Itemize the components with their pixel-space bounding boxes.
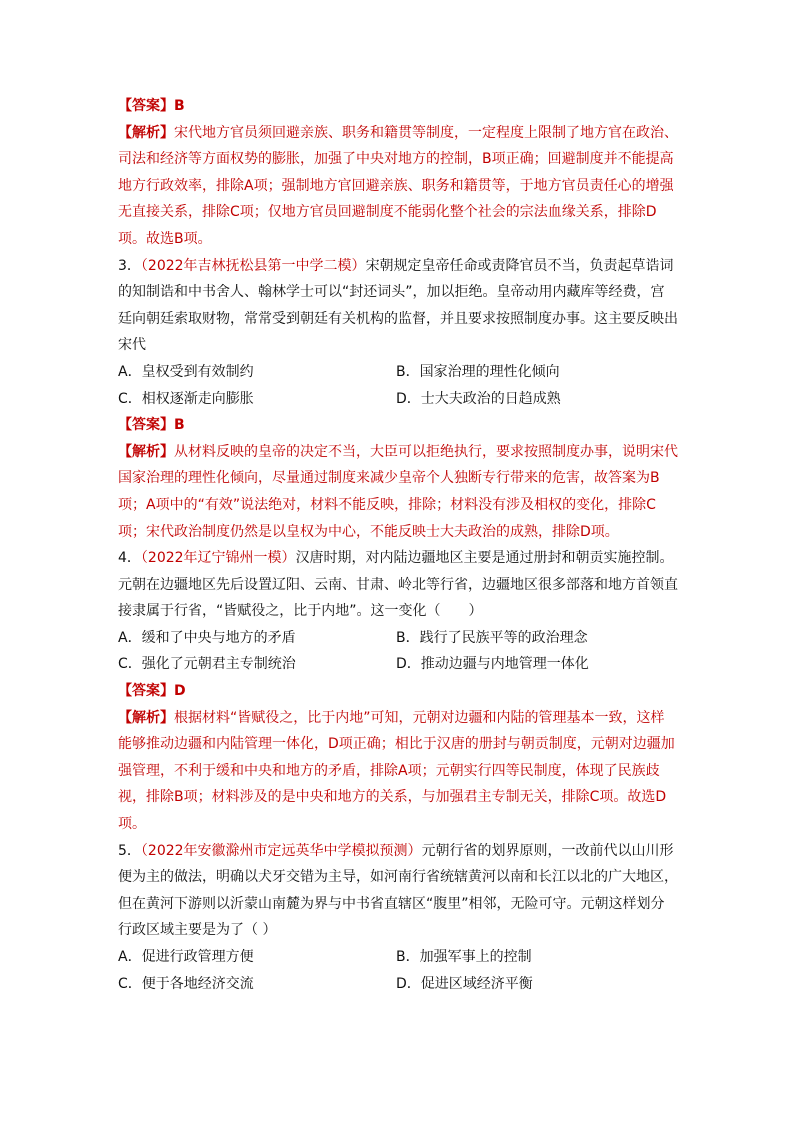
q3-options — [118, 359, 678, 412]
q3-option-a: A．皇权受到有效制约 — [118, 363, 254, 380]
q4-option-a: A．缓和了中央与地方的矛盾 — [118, 629, 296, 646]
q4-stem — [118, 545, 678, 625]
q2-answer-tag: 【答案】 — [118, 98, 174, 114]
q4-stem-text: 汉唐时期，对内陆边疆地区主要是通过册封和朝贡实施控制。元朝在边疆地区先后设置辽阳、云南、甘肃、岭北等行省，边疆地区很多部落和地方首领直接隶属于行省，“皆赋役之，比于内地”。这一变化（ ） — [118, 550, 678, 620]
q4-answer-tag: 【答案】 — [118, 683, 174, 700]
q3-stem-text: 宋朝规定皇帝任命或责降官员不当，负责起草诰词的知制诰和中书舍人、翰林学士可以“封还词头”，加以拒绝。皇帝动用内藏库等经费，宫廷向朝廷索取财物，常常受到朝廷有关机构的监督，并且要求按照制度办事。这主要反映出宋代 — [118, 257, 678, 354]
q3-number: 3． — [118, 257, 141, 274]
q3-analysis — [118, 439, 678, 545]
q2-analysis — [118, 120, 678, 253]
q5-stem — [118, 838, 678, 944]
q2-analysis-tag: 【解析】 — [118, 124, 174, 141]
q5-option-b: B．加强军事上的控制 — [396, 949, 532, 965]
q4-option-d: D．推动边疆与内地管理一体化 — [396, 656, 589, 673]
q2-analysis-text: 宋代地方官员须回避亲族、职务和籍贯等制度，一定程度上限制了地方官在政治、司法和经济等方面权势的膨胀，加强了中央对地方的控制，B项正确；回避制度并不能提高地方行政效率，排除A项；强制地方官回避亲族、职务和籍贯等，于地方官员责任心的增强无直接关系，排除C项；仅地方官员回避制度不能弱化整个社会的宗法血缘关系，排除D项。故选B项。 — [118, 124, 678, 247]
q3-stem — [118, 253, 678, 359]
q3-option-d: D．士大夫政治的日趋成熟 — [396, 390, 561, 407]
q3-option-b: B．国家治理的理性化倾向 — [396, 363, 560, 380]
q3-answer-tag: 【答案】 — [118, 417, 174, 434]
q5-stem-text: 元朝行省的划界原则，一改前代以山川形便为主的做法，明确以犬牙交错为主导，如河南行省统辖黄河以南和长江以北的广大地区，但在黄河下游则以沂蒙山南麓为界与中书省直辖区“腹里”相邻，无险可守。元朝这样划分行政区域主要是为了（ ） — [118, 842, 678, 939]
q4-options — [118, 625, 678, 678]
q5-option-d: D．促进区域经济平衡 — [396, 975, 533, 992]
q3-analysis-tag: 【解析】 — [118, 443, 174, 460]
q4-option-b: B．践行了民族平等的政治理念 — [396, 629, 588, 646]
q5-source: （2022年安徽滁州市定远英华中学模拟预测） — [140, 842, 422, 859]
q4-answer-value: D — [174, 683, 186, 700]
q5-option-c: C．便于各地经济交流 — [118, 975, 254, 992]
q4-option-c: C．强化了元朝君主专制统治 — [118, 656, 296, 673]
page-content — [118, 93, 678, 997]
q3-answer — [118, 412, 678, 439]
q4-analysis-tag: 【解析】 — [118, 709, 174, 726]
q4-answer — [118, 678, 678, 705]
q2-answer-value: B — [174, 98, 185, 114]
q5-options — [118, 944, 678, 997]
q4-number: 4． — [118, 550, 141, 567]
q3-answer-value: B — [174, 417, 185, 434]
q3-source: （2022年吉林抚松县第一中学二模） — [140, 257, 366, 274]
q5-number: 5． — [118, 842, 141, 859]
q3-analysis-text: 从材料反映的皇帝的决定不当，大臣可以拒绝执行，要求按照制度办事，说明宋代国家治理的理性化倾向，尽量通过制度来减少皇帝个人独断专行带来的危害，故答案为B项；A项中的“有效”说法绝对，材料不能反映，排除；材料没有涉及相权的变化，排除C项；宋代政治制度仍然是以皇权为中心，不能反映士大夫政治的成熟，排除D项。 — [118, 443, 678, 540]
q3-option-c: C．相权逐渐走向膨胀 — [118, 390, 254, 407]
q5-option-a: A．促进行政管理方便 — [118, 949, 254, 965]
q4-source: （2022年辽宁锦州一模） — [140, 550, 296, 567]
q4-analysis-text: 根据材料“皆赋役之，比于内地”可知，元朝对边疆和内陆的管理基本一致，这样能够推动边疆和内陆管理一体化，D项正确；相比于汉唐的册封与朝贡制度，元朝对边疆加强管理，不利于缓和中央和地方的矛盾，排除A项；元朝实行四等民制度，体现了民族歧视，排除B项；材料涉及的是中央和地方的关系，与加强君主专制无关，排除C项。故选D项。 — [118, 709, 675, 833]
q2-answer — [118, 93, 678, 120]
q4-analysis — [118, 705, 678, 838]
